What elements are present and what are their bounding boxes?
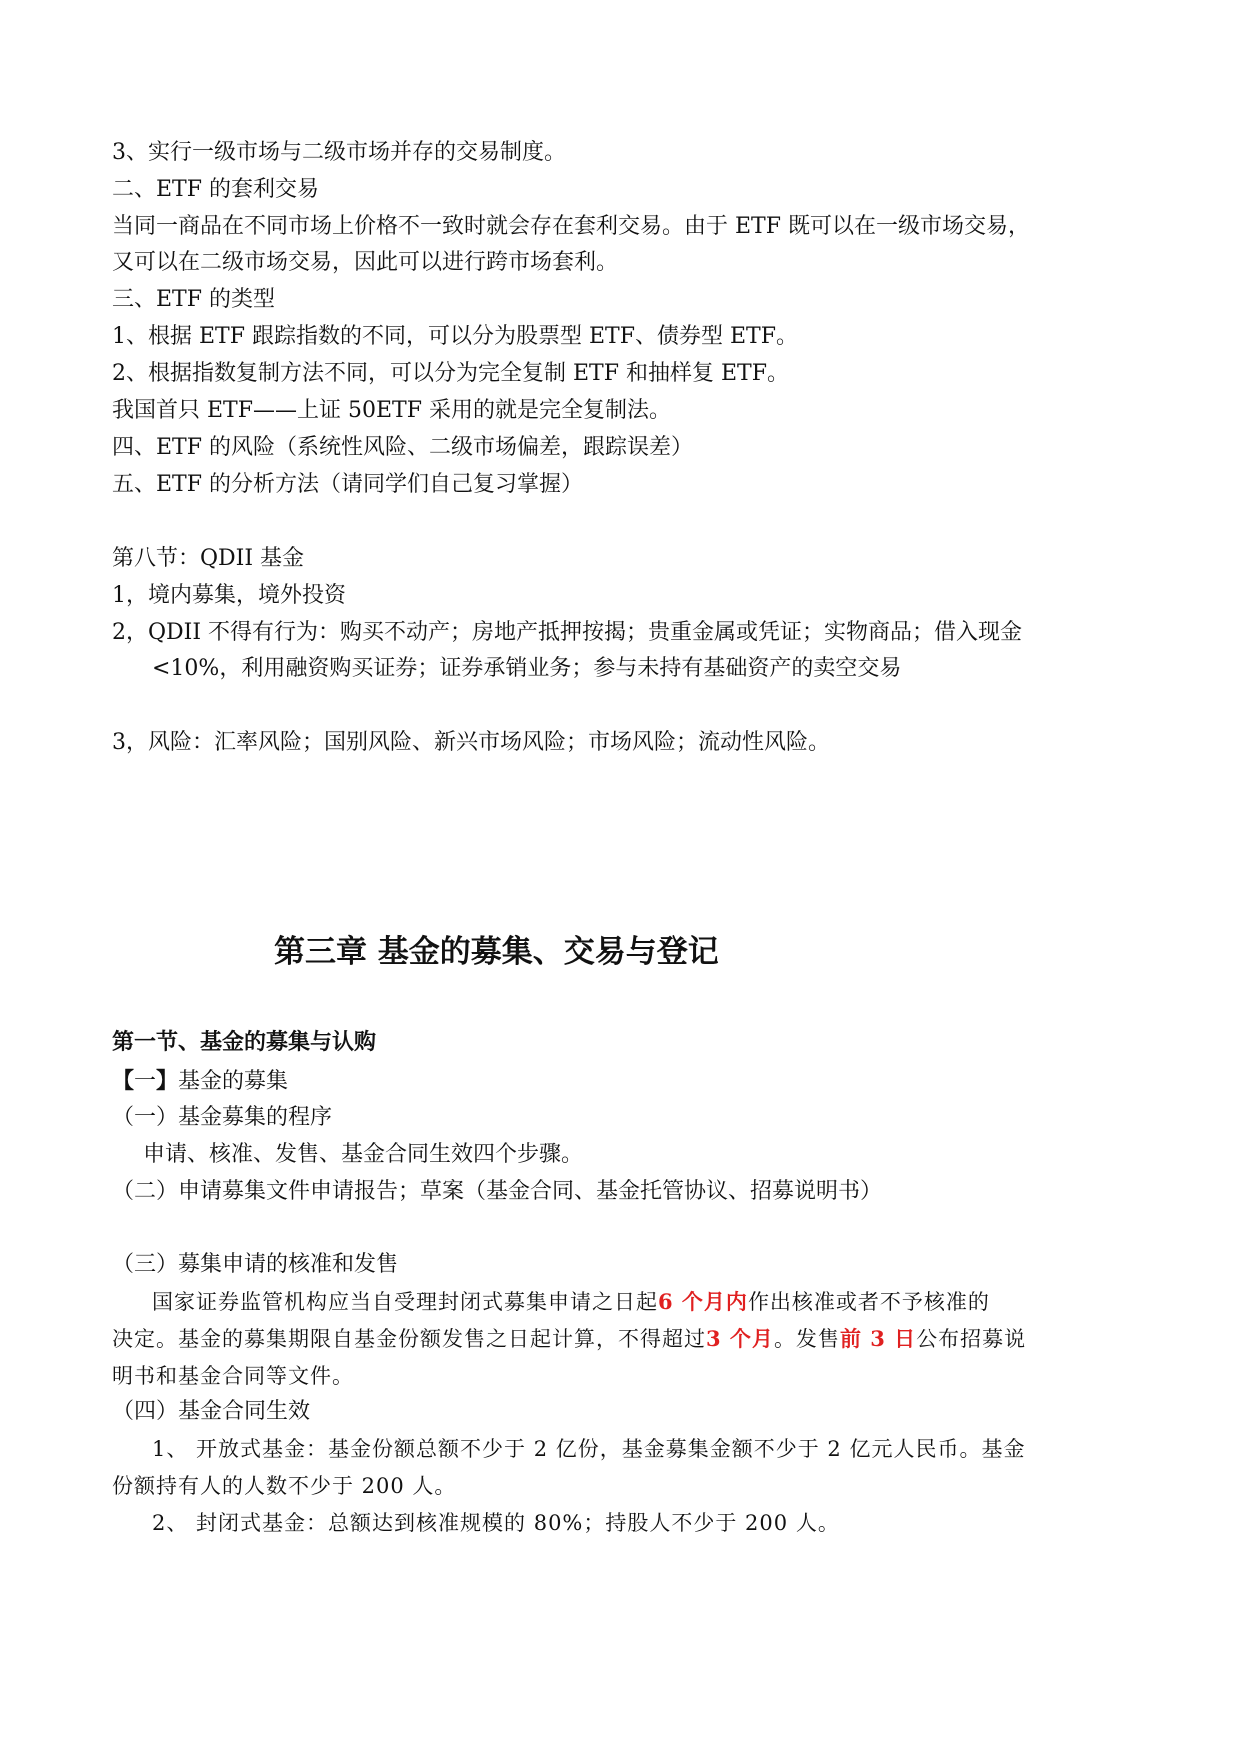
sub-heading-2: （二）申请募集文件申请报告；草案（基金合同、基金托管协议、招募说明书） [112,1179,883,1204]
qdii-item-3: 3，风险：汇率风险；国别风险、新兴市场风险；市场风险；流动性风险。 [112,730,830,755]
text-line: 四、ETF 的风险（系统性风险、二级市场偏差，跟踪误差） [112,435,693,460]
text-line: 五、ETF 的分析方法（请同学们自己复习掌握） [112,472,583,497]
text-line: 二、ETF 的套利交易 [112,177,319,202]
chapter-title: 第三章 基金的募集、交易与登记 [274,934,719,970]
sub-heading-3: （三）募集申请的核准和发售 [112,1252,399,1277]
paragraph-line: 明书和基金合同等文件。 [112,1364,354,1388]
paragraph-line [152,1288,990,1316]
bracket-open: 【 [112,1068,135,1094]
bracket-close: 】 [156,1068,179,1094]
text-line: 三、ETF 的类型 [112,287,275,312]
highlight-text: 前 3 日 [839,1326,917,1351]
qdii-item-2-cont: <10%，利用融资购买证券；证券承销业务；参与未持有基础资产的卖空交易 [152,656,902,681]
text-line: 3、实行一级市场与二级市场并存的交易制度。 [112,140,566,165]
list-item: 1、 开放式基金：基金份额总额不少于 2 亿份，基金募集金额不少于 2 亿元人民币。基金 [152,1437,1026,1461]
qdii-item-2: 2，QDII 不得有行为：购买不动产；房地产抵押按揭；贵重金属或凭证；实物商品；借入现金 [112,620,1023,645]
text-line: 2、根据指数复制方法不同，可以分为完全复制 ETF 和抽样复 ETF。 [112,361,789,386]
section-title: 第一节、基金的募集与认购 [112,1030,377,1055]
text-line: 当同一商品在不同市场上价格不一致时就会存在套利交易。由于 ETF 既可以在一级市场交易， [112,214,1030,239]
text-line: 1、根据 ETF 跟踪指数的不同，可以分为股票型 ETF、债券型 ETF。 [112,324,798,349]
paragraph-line [112,1325,1026,1353]
qdii-item-1: 1，境内募集，境外投资 [112,583,346,608]
qdii-heading: 第八节：QDII 基金 [112,546,305,571]
bracket-text: 基金的募集 [178,1069,289,1094]
text-run: 作出核准或者不予核准的 [747,1290,990,1314]
highlight-text: 6 个月内 [658,1289,748,1314]
sub-heading-4: （四）基金合同生效 [112,1399,311,1424]
list-item-cont: 份额持有人的人数不少于 200 人。 [112,1474,457,1498]
text-run: 公布招募说 [916,1327,1027,1351]
list-item: 2、 封闭式基金：总额达到核准规模的 80%；持股人不少于 200 人。 [152,1511,840,1535]
text-line: 又可以在二级市场交易，因此可以进行跨市场套利。 [112,250,619,275]
subsection-heading [112,1067,288,1096]
text-run: 国家证券监管机构应当自受理封闭式募集申请之日起 [152,1290,658,1314]
text-run: 决定。基金的募集期限自基金份额发售之日起计算，不得超过 [112,1327,706,1351]
text-run: 。发售 [773,1327,840,1351]
highlight-text: 3 个月 [706,1326,774,1351]
sub-heading-1: （一）基金募集的程序 [112,1105,333,1130]
text-line: 我国首只 ETF——上证 50ETF 采用的就是完全复制法。 [112,398,671,423]
sub-text-1: 申请、核准、发售、基金合同生效四个步骤。 [143,1142,584,1167]
bracket-number: 一 [134,1069,157,1094]
